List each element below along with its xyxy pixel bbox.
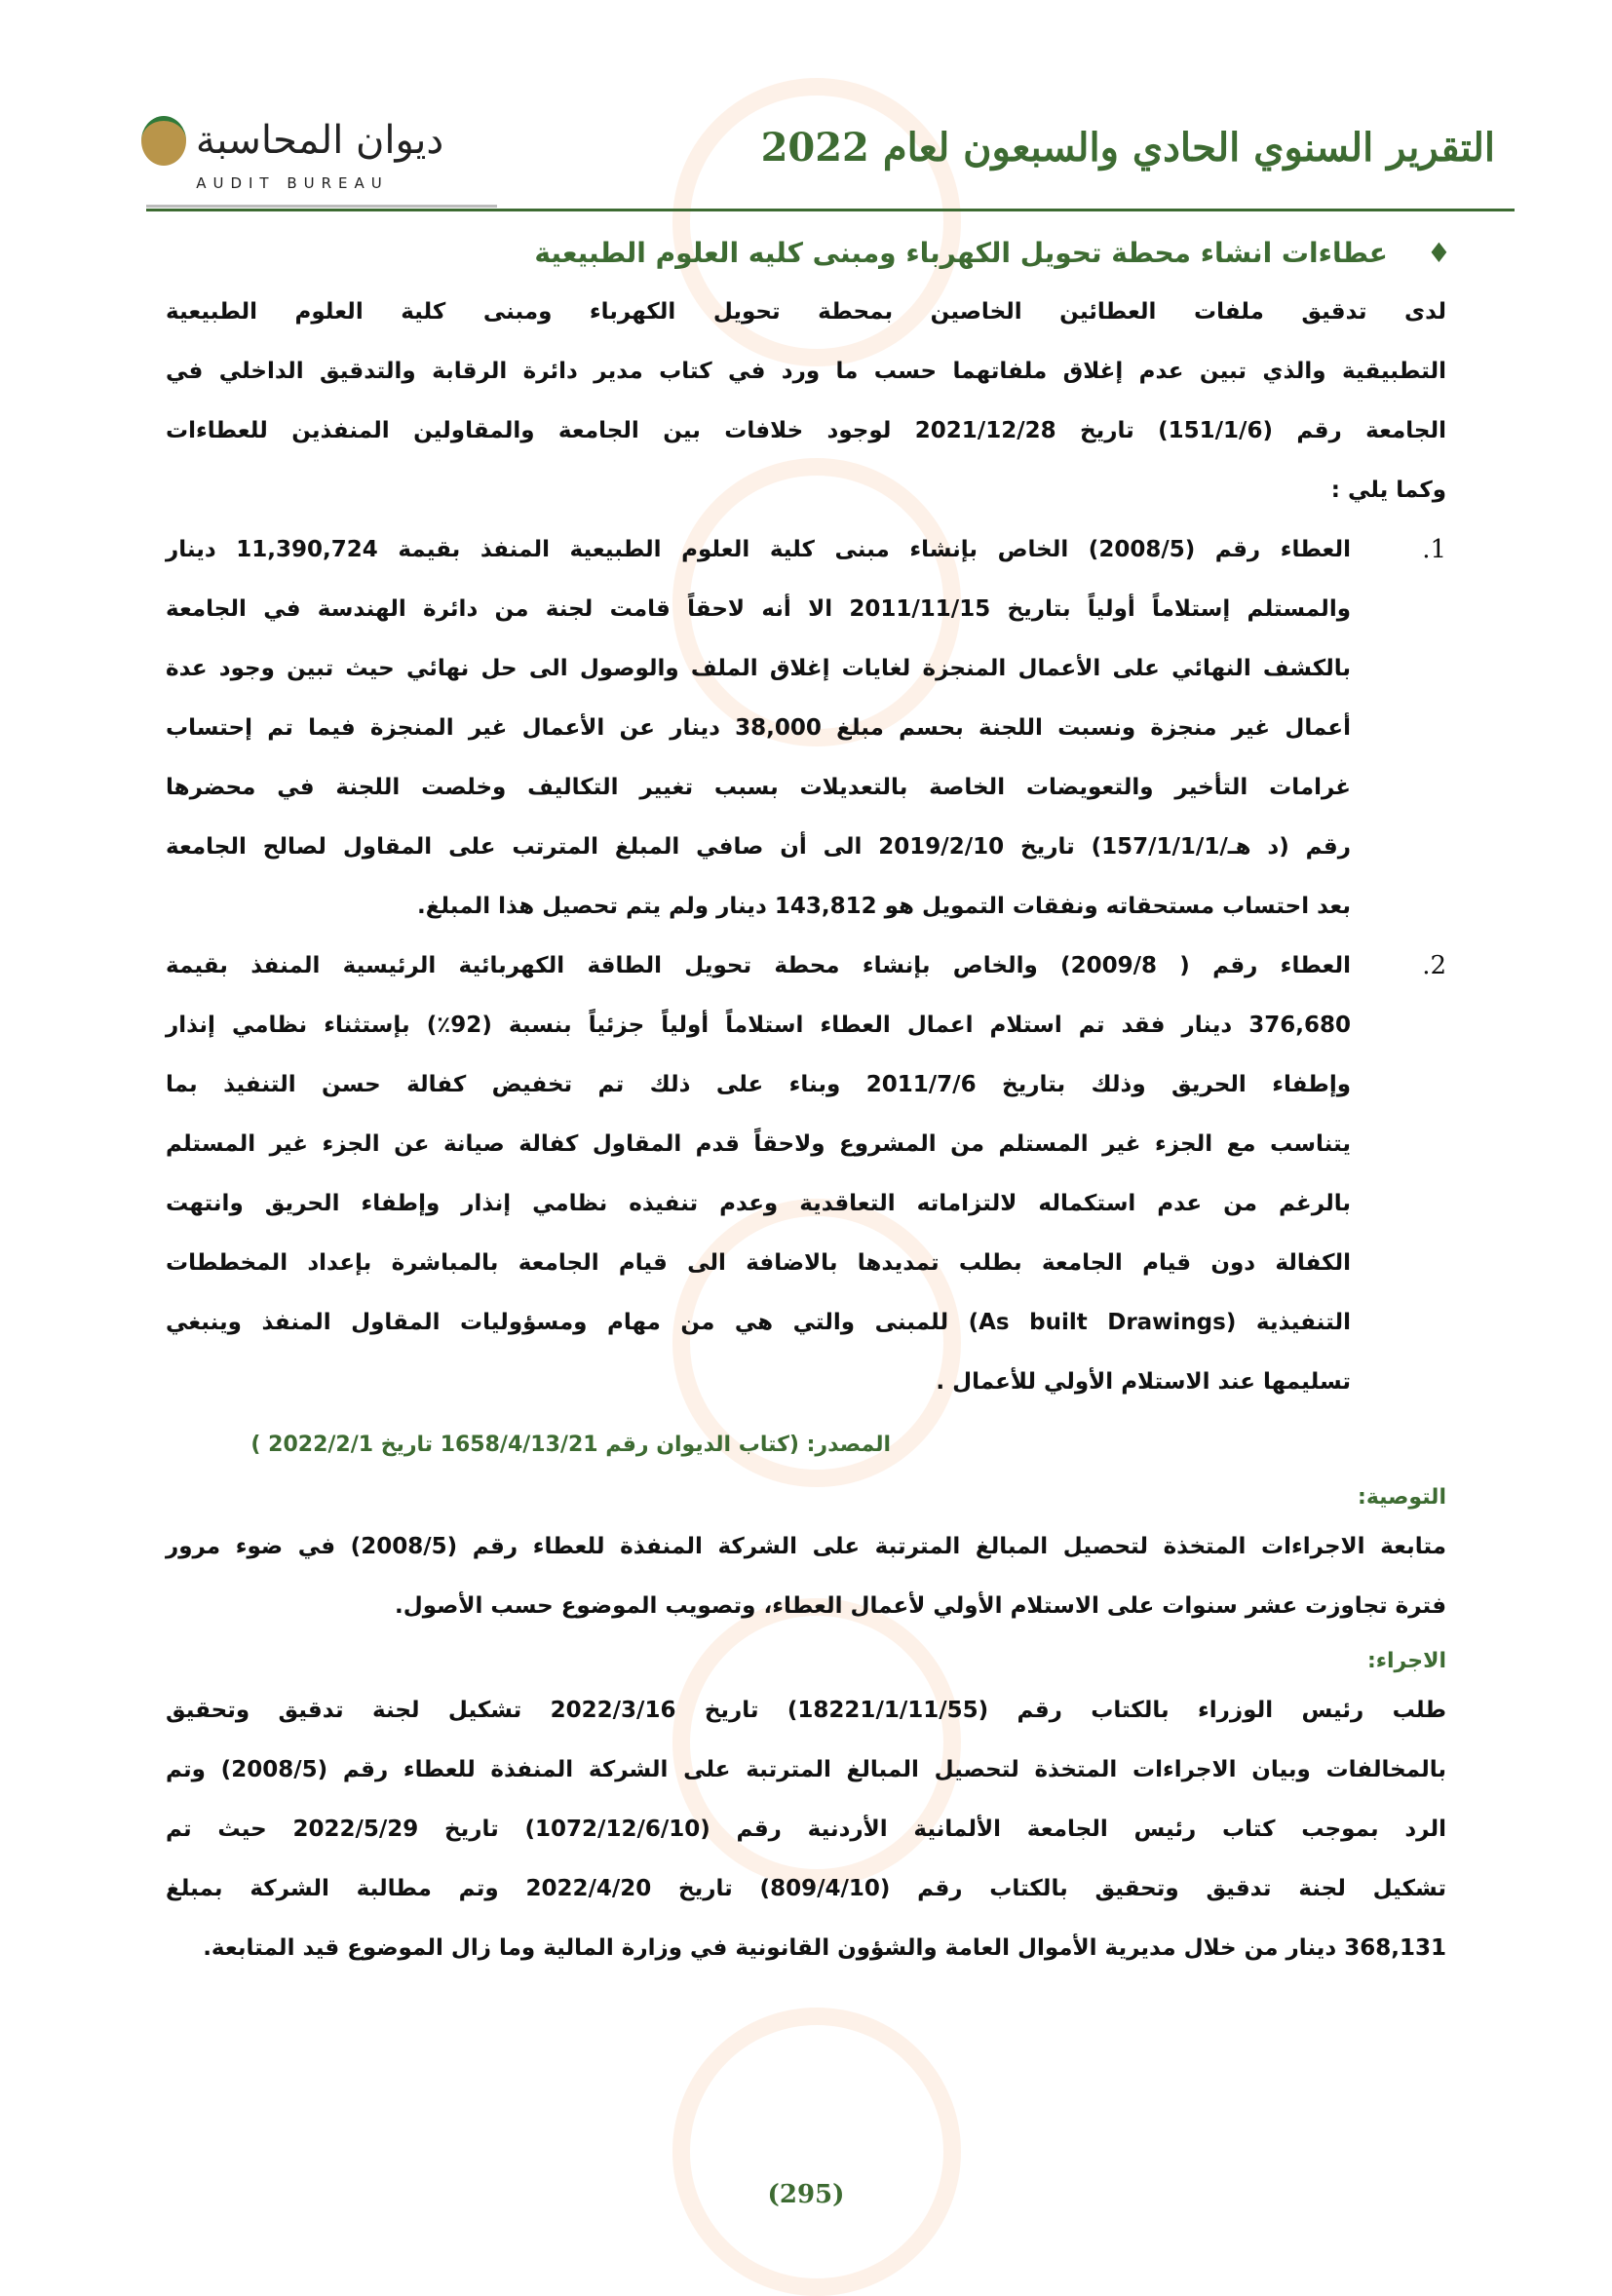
watermark-clock-icon [672,2008,961,2296]
intro-paragraph [166,283,1446,520]
text-line: تشكيل لجنة تدقيق وتحقيق بالكتاب رقم (809/4/10) تاريخ 2022/4/20 وتم مطالبة الشركة بمبلغ [166,1876,1446,1901]
text-line: التطبيقية والذي تبين عدم إغلاق ملفاتهما حسب ما ورد في كتاب مدير دائرة الرقابة والتدقيق الداخلي في [166,359,1446,384]
page-content [166,232,1451,1978]
diamond-bullet-icon: ♦ [1426,237,1451,269]
text-line: بعد احتساب مستحقاته ونفقات التمويل هو 143,812 دينار ولم يتم تحصيل هذا المبلغ. [416,894,1351,919]
text-line: والمستلم إستلاماً أولياً بتاريخ 2011/11/15 الا أنه لاحقاً قامت لجنة من دائرة الهندسة في الجامعة [166,596,1351,622]
text-line: بالرغم من عدم استكماله لالتزاماته التعاقدية وعدم تنفيذه نظامي إنذار وإطفاء الحريق وانتهت [166,1191,1351,1216]
text-line: الجامعة رقم (151/1/6) تاريخ 2021/12/28 لوجود خلافات بين الجامعة والمقاولين المنفذين للعطاءات [166,418,1446,443]
text-line: غرامات التأخير والتعويضات الخاصة بالتعديلات بسبب تغيير التكاليف وخلصت اللجنة في محضرها [166,775,1351,800]
item-number: 2. [1422,951,1446,980]
page-number: (295) [767,2180,845,2209]
recommendation-label: التوصية: [1358,1485,1446,1510]
text-line: تسليمها عند الاستلام الأولي للأعمال . [936,1369,1351,1395]
text-line: التنفيذية (As built Drawings) للمبنى والتي هي من مهام ومسؤوليات المقاول المنفذ وينبغي [166,1310,1351,1335]
recommendation-paragraph [166,1517,1446,1636]
text-line: 368,131 دينار من خلال مديرية الأموال العامة والشؤون القانونية في وزارة المالية وما زال الموضوع قيد المتابعة. [203,1935,1446,1961]
seal-icon [141,116,186,166]
section-heading-text: عطاءات انشاء محطة تحويل الكهرباء ومبنى كليه العلوم الطبيعية [534,237,1388,269]
text-line: لدى تدقيق ملفات العطائين الخاصين بمحطة تحويل الكهرباء ومبنى كلية العلوم الطبيعية [166,299,1446,325]
source-citation: المصدر: (كتاب الديوان رقم 1658/4/13/21 تاريخ 2022/2/1 ) [250,1433,891,1457]
text-line: وإطفاء الحريق وذلك بتاريخ 2011/7/6 وبناء على ذلك تم تخفيض كفالة حسن التنفيذ بما [166,1072,1352,1097]
text-line: طلب رئيس الوزراء بالكتاب رقم (18221/1/11/55) تاريخ 2022/3/16 تشكيل لجنة تدقيق وتحقيق [166,1698,1446,1723]
action-paragraph [166,1681,1446,1978]
text-line: يتناسب مع الجزء غير المستلم من المشروع ولاحقاً قدم المقاول كفالة صيانة عن الجزء غير المستلم [166,1131,1351,1157]
text-line: وكما يلي : [1330,478,1446,503]
text-line: بالكشف النهائي على الأعمال المنجزة لغايات إغلاق الملف والوصول الى حل نهائي حيث تبين وجود عدة [166,656,1351,681]
text-line: الرد بموجب كتاب رئيس الجامعة الألمانية الأردنية رقم (1072/12/6/10) تاريخ 2022/5/29 حيث تم [166,1817,1447,1842]
report-title: التقرير السنوي الحادي والسبعون لعام 2022 [760,125,1495,171]
section-heading [166,232,1451,275]
text-line: العطاء رقم (2008/5) الخاص بإنشاء مبنى كلية العلوم الطبيعية المنفذ بقيمة 11,390,724 دينار [166,537,1352,562]
list-item [166,520,1446,937]
header-divider [146,209,1515,211]
text-line: أعمال غير منجزة ونسبت اللجنة بحسم مبلغ 38,000 دينار عن الأعمال غير المنجزة فيما تم إحتساب [166,715,1351,741]
list-item [166,937,1446,1412]
audit-bureau-logo [146,113,444,205]
header-divider-grey [146,205,497,208]
logo-english: AUDIT BUREAU [196,174,389,192]
text-line: فترة تجاوزت عشر سنوات على الاستلام الأولي لأعمال العطاء، وتصويب الموضوع حسب الأصول. [395,1593,1446,1619]
action-label: الاجراء: [1366,1649,1446,1673]
text-line: الكفالة دون قيام الجامعة بطلب تمديدها بالاضافة الى قيام الجامعة بالمباشرة بإعداد المخططات [166,1250,1351,1276]
text-line: العطاء رقم ( 2009/8) والخاص بإنشاء محطة تحويل الطاقة الكهربائية الرئيسية المنفذ بقيمة [166,953,1351,978]
page-header [146,49,1515,205]
item-1-paragraph [166,520,1351,937]
text-line: بالمخالفات وبيان الاجراءات المتخذة لتحصيل المبالغ المترتبة على الشركة المنفذة للعطاء رقم (2008/5) وتم [166,1757,1446,1782]
logo-arabic: ديوان المحاسبة [195,118,444,163]
text-line: متابعة الاجراءات المتخذة لتحصيل المبالغ المترتبة على الشركة المنفذة للعطاء رقم (2008/5) في ضوء مرور [166,1534,1446,1559]
item-number: 1. [1422,535,1446,564]
text-line: 376,680 دينار فقد تم استلام اعمال العطاء استلاماً أولياً جزئياً بنسبة (92٪) بإستثناء نظامي إنذار [166,1013,1352,1038]
item-2-paragraph [166,937,1351,1412]
text-line: رقم (د هـ/157/1/1/1) تاريخ 2019/2/10 الى أن صافي المبلغ المترتب على المقاول لصالح الجامعة [166,834,1351,860]
